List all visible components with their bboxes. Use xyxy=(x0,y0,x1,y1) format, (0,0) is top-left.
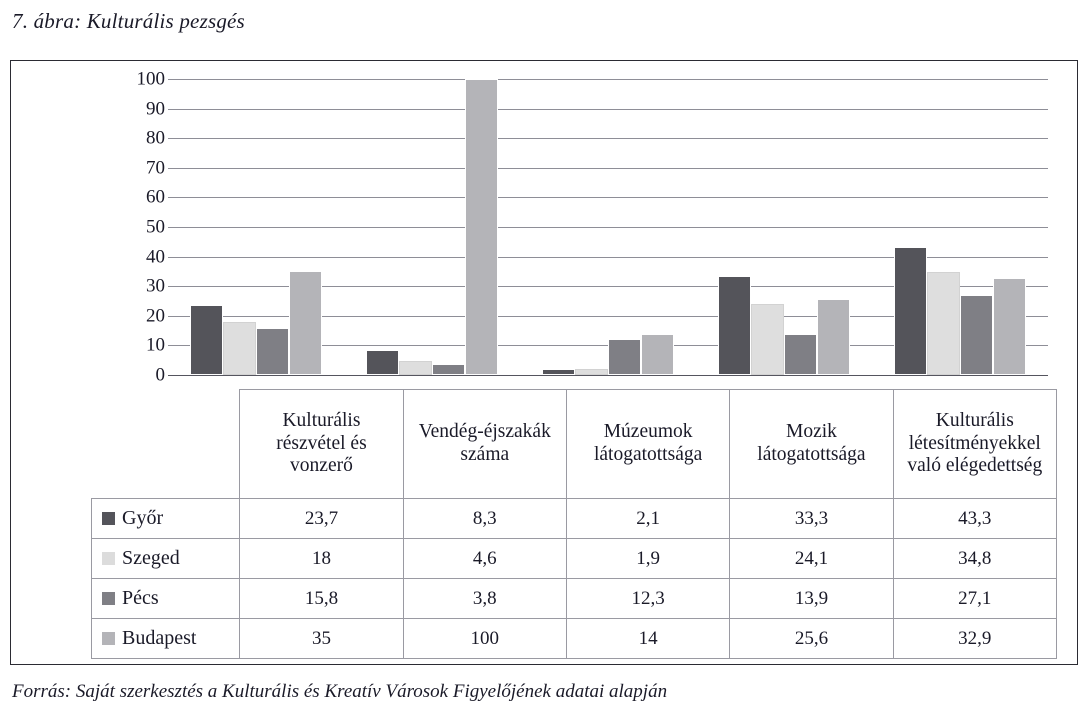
table-cell-szeged-2: 4,6 xyxy=(403,539,566,579)
legend-label: Győr xyxy=(122,507,164,529)
bar-budapest-4 xyxy=(817,299,850,375)
chart-plot-area xyxy=(11,61,1077,391)
y-axis-tick-40: 40 xyxy=(146,246,165,268)
table-row xyxy=(92,579,1057,619)
bar-szeged-1 xyxy=(223,322,256,375)
bar-győr-1 xyxy=(190,305,223,375)
bar-győr-4 xyxy=(718,276,751,375)
table-corner-cell xyxy=(92,390,240,499)
y-axis-tick-labels xyxy=(103,68,165,386)
bar-group-4 xyxy=(696,79,872,375)
bar-budapest-1 xyxy=(289,271,322,375)
table-cell-pécs-4: 13,9 xyxy=(730,579,893,619)
source-note: Forrás: Saját szerkesztés a Kulturális és Kreatív Városok Figyelőjének adatai alapján xyxy=(12,681,668,702)
bar-pécs-1 xyxy=(256,328,289,375)
table-cell-győr-4: 33,3 xyxy=(730,499,893,539)
legend-swatch-icon xyxy=(102,552,115,565)
table-category-header-5: Kulturális létesítményekkel való elégedettség xyxy=(893,390,1056,499)
table-category-header-3: Múzeumok látogatottsága xyxy=(566,390,729,499)
legend-swatch-icon xyxy=(102,632,115,645)
bar-group-5 xyxy=(872,79,1048,375)
table-cell-budapest-1: 35 xyxy=(240,619,403,659)
y-axis-tick-0: 0 xyxy=(155,364,165,386)
y-axis-tick-80: 80 xyxy=(146,127,165,149)
bar-group-1 xyxy=(168,79,344,375)
bar-pécs-5 xyxy=(960,295,993,375)
table-header xyxy=(92,390,1057,499)
y-axis-tick-60: 60 xyxy=(146,186,165,208)
y-axis-tick-50: 50 xyxy=(146,216,165,238)
bar-budapest-5 xyxy=(993,278,1026,375)
table-cell-budapest-3: 14 xyxy=(566,619,729,659)
figure-frame xyxy=(10,60,1078,665)
legend-swatch-icon xyxy=(102,592,115,605)
legend-item-pécs xyxy=(92,579,240,619)
table-cell-budapest-5: 32,9 xyxy=(893,619,1056,659)
table-cell-pécs-5: 27,1 xyxy=(893,579,1056,619)
table-category-header-1: Kulturális részvétel és vonzerő xyxy=(240,390,403,499)
table-cell-szeged-3: 1,9 xyxy=(566,539,729,579)
bar-group-2 xyxy=(344,79,520,375)
legend-item-budapest xyxy=(92,619,240,659)
bar-pécs-4 xyxy=(784,334,817,375)
table-cell-pécs-2: 3,8 xyxy=(403,579,566,619)
legend-item-szeged xyxy=(92,539,240,579)
axis-baseline xyxy=(168,375,1048,376)
y-axis-tick-10: 10 xyxy=(146,334,165,356)
table-cell-győr-3: 2,1 xyxy=(566,499,729,539)
bar-szeged-2 xyxy=(399,361,432,375)
table-cell-budapest-4: 25,6 xyxy=(730,619,893,659)
table-cell-szeged-1: 18 xyxy=(240,539,403,579)
legend-label: Pécs xyxy=(122,587,159,609)
table-row xyxy=(92,619,1057,659)
y-axis-tick-20: 20 xyxy=(146,305,165,327)
figure-title: 7. ábra: Kulturális pezsgés xyxy=(12,9,245,33)
legend-swatch-icon xyxy=(102,512,115,525)
table-cell-szeged-5: 34,8 xyxy=(893,539,1056,579)
bar-pécs-3 xyxy=(608,339,641,375)
bar-group-3 xyxy=(520,79,696,375)
table-body xyxy=(92,499,1057,659)
table-header-row xyxy=(92,390,1057,499)
legend-item-győr xyxy=(92,499,240,539)
y-axis-tick-90: 90 xyxy=(146,98,165,120)
table-row xyxy=(92,539,1057,579)
bar-szeged-3 xyxy=(575,369,608,375)
bar-szeged-4 xyxy=(751,304,784,375)
legend-label: Szeged xyxy=(122,547,180,569)
bar-győr-3 xyxy=(542,369,575,375)
bar-győr-5 xyxy=(894,247,927,375)
table-category-header-4: Mozik látogatottsága xyxy=(730,390,893,499)
table-category-header-2: Vendég-éjszakák száma xyxy=(403,390,566,499)
table-row xyxy=(92,499,1057,539)
bar-budapest-2 xyxy=(465,79,498,375)
y-axis-tick-100: 100 xyxy=(136,68,165,90)
table-cell-győr-1: 23,7 xyxy=(240,499,403,539)
bar-szeged-5 xyxy=(927,272,960,375)
bar-győr-2 xyxy=(366,350,399,375)
bar-pécs-2 xyxy=(432,364,465,375)
y-axis-tick-30: 30 xyxy=(146,275,165,297)
legend-label: Budapest xyxy=(122,627,197,649)
table-cell-győr-5: 43,3 xyxy=(893,499,1056,539)
table-cell-szeged-4: 24,1 xyxy=(730,539,893,579)
table-cell-budapest-2: 100 xyxy=(403,619,566,659)
table-cell-győr-2: 8,3 xyxy=(403,499,566,539)
table-cell-pécs-1: 15,8 xyxy=(240,579,403,619)
table-cell-pécs-3: 12,3 xyxy=(566,579,729,619)
chart-bars-layer xyxy=(168,79,1048,375)
y-axis-tick-70: 70 xyxy=(146,157,165,179)
chart-data-table xyxy=(91,389,1057,659)
bar-budapest-3 xyxy=(641,334,674,375)
